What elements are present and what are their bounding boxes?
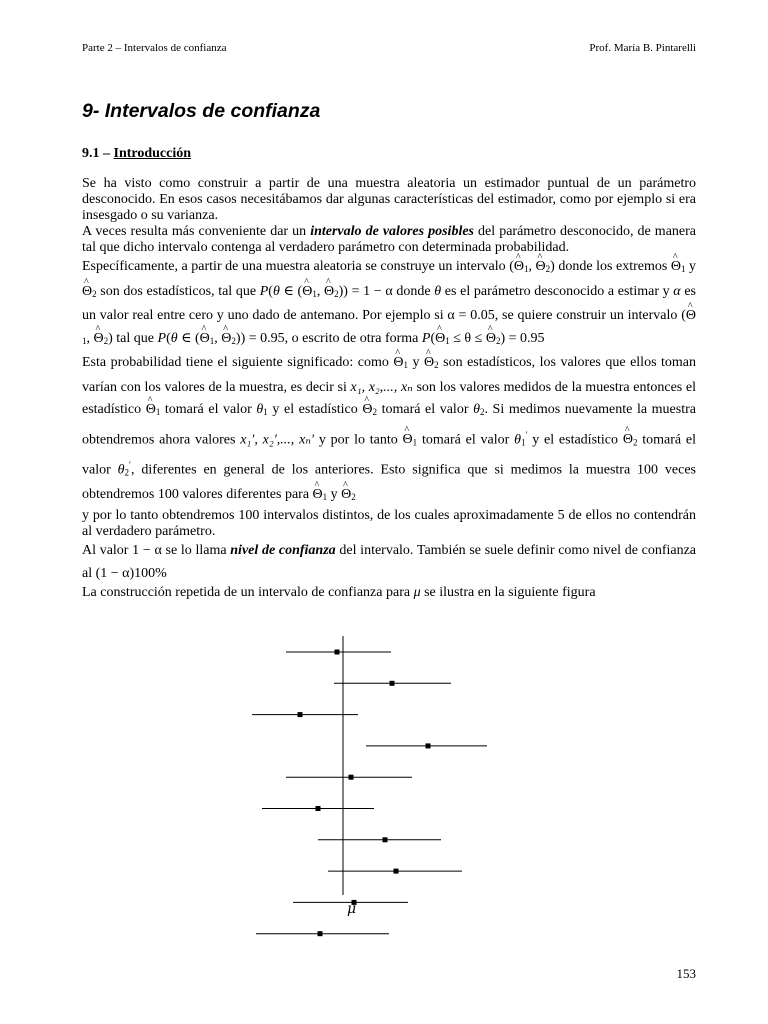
interval-estimate-point xyxy=(316,806,321,811)
paragraph-4b: y por lo tanto obtendremos 100 intervalos distintos, de los cuales aproximadamente 5 de ellos no contendrán al verdadero parámetro. xyxy=(82,508,696,540)
section-heading: 9.1 – Introducción xyxy=(82,146,192,161)
paragraph-3: Específicamente, a partir de una muestra aleatoria se construye un intervalo (^ $\Theta_1$, ^ $\Theta_2$) donde los extremos ^ $\Theta_1$ y ^ $\Theta_2$ son dos estadísticos, tal que P(θ ∈ (^ $\Theta_1$, ^ $\Theta_2)) = 1 - \alpha$ donde θ es el parámetro desconocido a estimar y α es un valor real entre cero y uno dado de antemano. Por ejemplo si α = 0.05, se quiere construir un intervalo (^ $\Theta_1$, ^ $\Theta_2$) tal que P(θ ∈ (^ $\Theta_1$, ^ $\Theta_2)) = 0.95$, o escrito de otra forma P(^ $\Theta_1 \le \theta$ ≤ ^ $\Theta_2) = 0.95$ xyxy=(82,256,696,352)
paragraph-4: Esta probabilidad tiene el siguiente significado: como ^ $\Theta_1$ y ^ $\Theta_2$ son estadísticos, los valores que ellos toman varían con los valores de la muestra, es decir si x₁, x₂,..., xₙ son los valores medidos de la muestra entonces el estadístico ^ $\Theta_1$ tomará el valor $\theta_1$ y el estadístico ^ $\Theta_2$ tomará el valor $\theta_2$. Si medimos nuevamente la muestra obtendremos ahora valores x₁′, x₂′,..., xₙ′ y por lo tanto ^ $\Theta_1$ tomará el valor $\theta_1'$ y el estadístico ^ $\Theta_2$ tomará el valor $\theta_2'$, diferentes en general de los anteriores. Esto significa que si medimos la muestra 100 veces obtendremos 100 valores diferentes para ^ $\Theta_1$ y ^ $\Theta_2$ xyxy=(82,352,696,508)
interval-estimate-point xyxy=(394,869,399,874)
interval-estimate-point xyxy=(318,931,323,936)
paragraph-6: La construcción repetida de un intervalo de confianza para μ se ilustra en la siguiente figura xyxy=(82,585,596,601)
paragraph-2: A veces resulta más conveniente dar un intervalo de valores posibles del parámetro desconocido, de manera tal que dicho intervalo contenga al verdadero parámetro con determinada probabilidad. xyxy=(82,224,696,255)
page-number: 153 xyxy=(676,966,696,981)
header-right: Prof. María B. Pintarelli xyxy=(589,42,696,54)
mu-label: μ xyxy=(347,901,357,917)
interval-estimate-point xyxy=(426,743,431,748)
interval-estimate-point xyxy=(390,681,395,686)
header-left: Parte 2 – Intervalos de confianza xyxy=(82,42,227,54)
interval-estimate-point xyxy=(298,712,303,717)
page-title: 9- Intervalos de confianza xyxy=(82,100,321,122)
paragraph-5: Al valor 1 − α se lo llama nivel de confianza del intervalo. También se suele definir como nivel de confianza al (1 − α)100% xyxy=(82,543,697,581)
interval-estimate-point xyxy=(383,837,388,842)
paragraph-1: Se ha visto como construir a partir de una muestra aleatoria un estimador puntual de un parámetro desconocido. En esos casos necesitábamos dar algunas características del estimador, como por ejemplo si era insesgado o su varianza. xyxy=(82,176,696,223)
interval-estimate-point xyxy=(335,650,340,655)
interval-estimate-point xyxy=(349,775,354,780)
